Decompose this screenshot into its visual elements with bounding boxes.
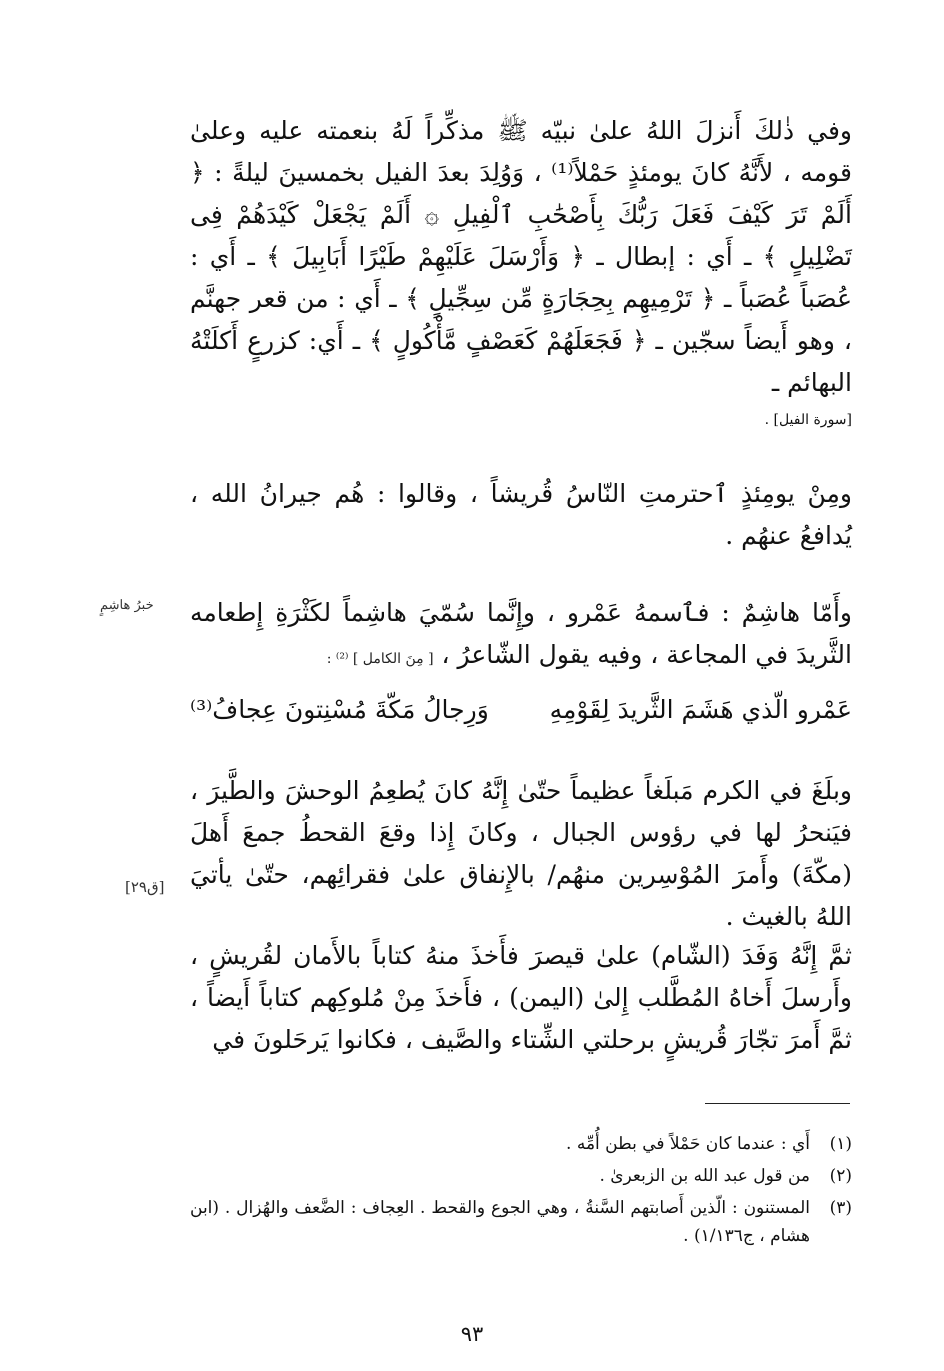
paragraph-hashim: [190, 592, 852, 680]
surah-reference: [سورة الفيل] .: [764, 412, 852, 428]
poem-verse: [190, 695, 852, 739]
footnote-3: [190, 1194, 852, 1250]
footnote-number: (١): [829, 1134, 852, 1154]
footnote-text: من قول عبد الله بن الزبعرىٰ .: [599, 1166, 810, 1186]
paragraph-caesar: [190, 935, 852, 1061]
paragraph-1-text: وفي ذٰلكَ أَنزلَ اللهُ علىٰ نبيّه ﷺ مذكِّراً لَهُ بنعمته عليه وعلىٰ قومه ، لأَنَّهُ كانَ يومئذٍ حَمْلاً⁽¹⁾ ، وَوُلِدَ بعدَ الفيل بخمسينَ ليلةً : ﴿ أَلَمْ تَرَ كَيْفَ فَعَلَ رَبُّكَ بِأَصْحَٰبِ ٱلْفِيلِ ۞ أَلَمْ يَجْعَلْ كَيْدَهُمْ فِى تَضْلِيلٍ ﴾ ـ أَي : إبطال ـ ﴿ وَأَرْسَلَ عَلَيْهِمْ طَيْرًا أَبَابِيلَ ﴾ ـ أَي : عُصَباً عُصَباً ـ ﴿ تَرْمِيهِم بِحِجَارَةٍ مِّن سِجِّيلٍ ﴾ ـ أَي : من قعر جهنَّم ، وهو أَيضاً سجّين ـ ﴿ فَجَعَلَهُمْ كَعَصْفٍ مَّأْكُولٍ ﴾ ـ أَي: كزرعٍ أَكلَتْهُ البهائم ـ: [190, 116, 852, 397]
paragraph-4-text: وبلَغَ في الكرم مَبلَغاً عظيماً حتّىٰ إِنَّهُ كانَ يُطعِمُ الوحشَ والطَّيرَ ، فيَنحرُ لها في رؤوس الجبال ، وكانَ إِذا وقعَ القحطُ جمعَ أَهلَ (مكّةَ) وأَمرَ المُوْسِرين منهُم/ بالإِنفاق علىٰ فقرائِهم، حتّىٰ يأتيَ اللهُ بالغيث .: [190, 776, 852, 931]
footnote-2: [190, 1162, 852, 1190]
margin-note-hashim: خبرُ هاشِمٍ: [100, 598, 154, 613]
paragraph-surat-al-fil: [190, 110, 852, 404]
meter-reference: [ مِنَ الكامل ] ⁽²⁾ :: [326, 651, 434, 667]
footnote-number: (٢): [829, 1166, 852, 1186]
footnote-text: المستنون : الّذين أَصابتهم السَّنةُ ، وهي الجوع والقحط . العِجاف : الضَّعف والهُزال . (ابن هشام ، ج١/١٣٦) .: [190, 1198, 810, 1246]
footnote-1: [190, 1130, 852, 1158]
footnotes: [190, 1130, 852, 1254]
footnote-separator: [705, 1103, 850, 1104]
paragraph-generosity: [190, 770, 852, 938]
paragraph-3-text: وأَمّا هاشِمٌ : فٱسمهُ عَمْرو ، وإِنَّما سُمّيَ هاشِماً لكَثْرَةِ إِطعامه الثَّريدَ في المجاعة ، وفيه يقول الشّاعرُ ،: [190, 598, 852, 669]
footnote-number: (٣): [829, 1198, 852, 1218]
paragraph-5-text: ثمَّ إِنَّهُ وَفَدَ (الشّام) علىٰ قيصرَ فأَخذَ منهُ كتاباً بالأَمان لقُريشٍ ، وأَرسلَ أَخاهُ المُطَّلب إِلىٰ (اليمن) ، فأَخذَ مِنْ مُلوكِهم كتاباً أَيضاً ، ثمَّ أَمرَ تجّارَ قُريشٍ برحلتي الشِّتاء والصَّيف ، فكانوا يَرحَلونَ في: [190, 941, 852, 1054]
page-number: ٩٣: [460, 1322, 484, 1346]
poem-second-hemistich: وَرِجالُ مَكّةَ مُسْنِتونَ عِجافُ⁽³⁾: [190, 695, 489, 724]
footnote-text: أَي : عندما كان حَمْلاً في بطن أُمِّه .: [566, 1134, 810, 1154]
paragraph-quraysh-respect: [190, 473, 852, 557]
poem-first-hemistich: عَمْرو الّذي هَشَمَ الثَّريدَ لِقَوْمِهِ: [549, 695, 852, 724]
manuscript-folio-marker: [ق٢٩]: [125, 878, 165, 896]
paragraph-2-text: ومِنْ يومِئذٍ ٱحترمتِ النّاسُ قُريشاً ، وقالوا : هُم جيرانُ الله ، يُدافعُ عنهُم .: [190, 479, 852, 550]
